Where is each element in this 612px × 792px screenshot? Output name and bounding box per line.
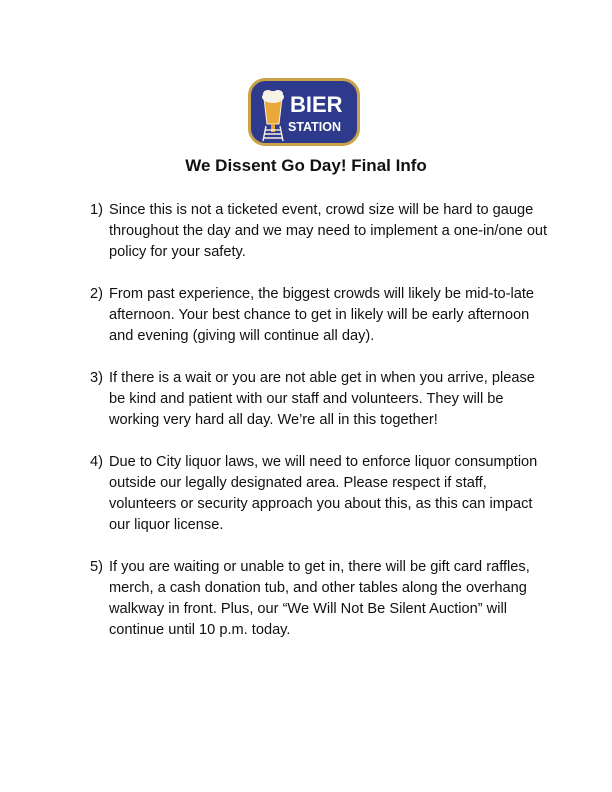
item-number: 5): [90, 559, 103, 575]
item-number: 4): [90, 454, 103, 470]
list-item: [90, 200, 550, 263]
logo-graphic: [248, 78, 360, 146]
item-number: 2): [90, 286, 103, 302]
list-item: [90, 557, 550, 641]
logo-word-station: STATION: [288, 120, 342, 134]
item-text: Since this is not a ticketed event, crowd size will be hard to gauge throughout the day and we may need to implement a one-in/one out policy for your safety.: [109, 202, 548, 260]
item-number: 1): [90, 202, 103, 218]
logo-word-bier: BIER: [290, 92, 343, 117]
item-text: If there is a wait or you are not able get in when you arrive, please be kind and patient with our staff and volunteers. They will be working very hard all day. We’re all in this together!: [109, 370, 535, 428]
item-text: From past experience, the biggest crowds will likely be mid-to-late afternoon. Your best chance to get in likely will be early afternoon and evening (giving will continue all day).: [109, 286, 535, 344]
list-item: [90, 452, 550, 536]
item-text: If you are waiting or unable to get in, there will be gift card raffles, merch, a cash donation tub, and other tables along the overhang walkway in front. Plus, our “We Will Not Be Silent Auction” will continue until 10 p.m. today.: [109, 559, 530, 638]
item-number: 3): [90, 370, 103, 386]
page-title: We Dissent Go Day! Final Info: [185, 156, 427, 175]
info-list: [90, 200, 550, 662]
list-item: [90, 284, 550, 347]
list-item: [90, 368, 550, 431]
item-text: Due to City liquor laws, we will need to enforce liquor consumption outside our legally designated area. Please respect if staff, volunteers or security approach you about this, as this can impact our liquor license.: [109, 454, 538, 533]
bier-station-logo: [248, 78, 360, 146]
